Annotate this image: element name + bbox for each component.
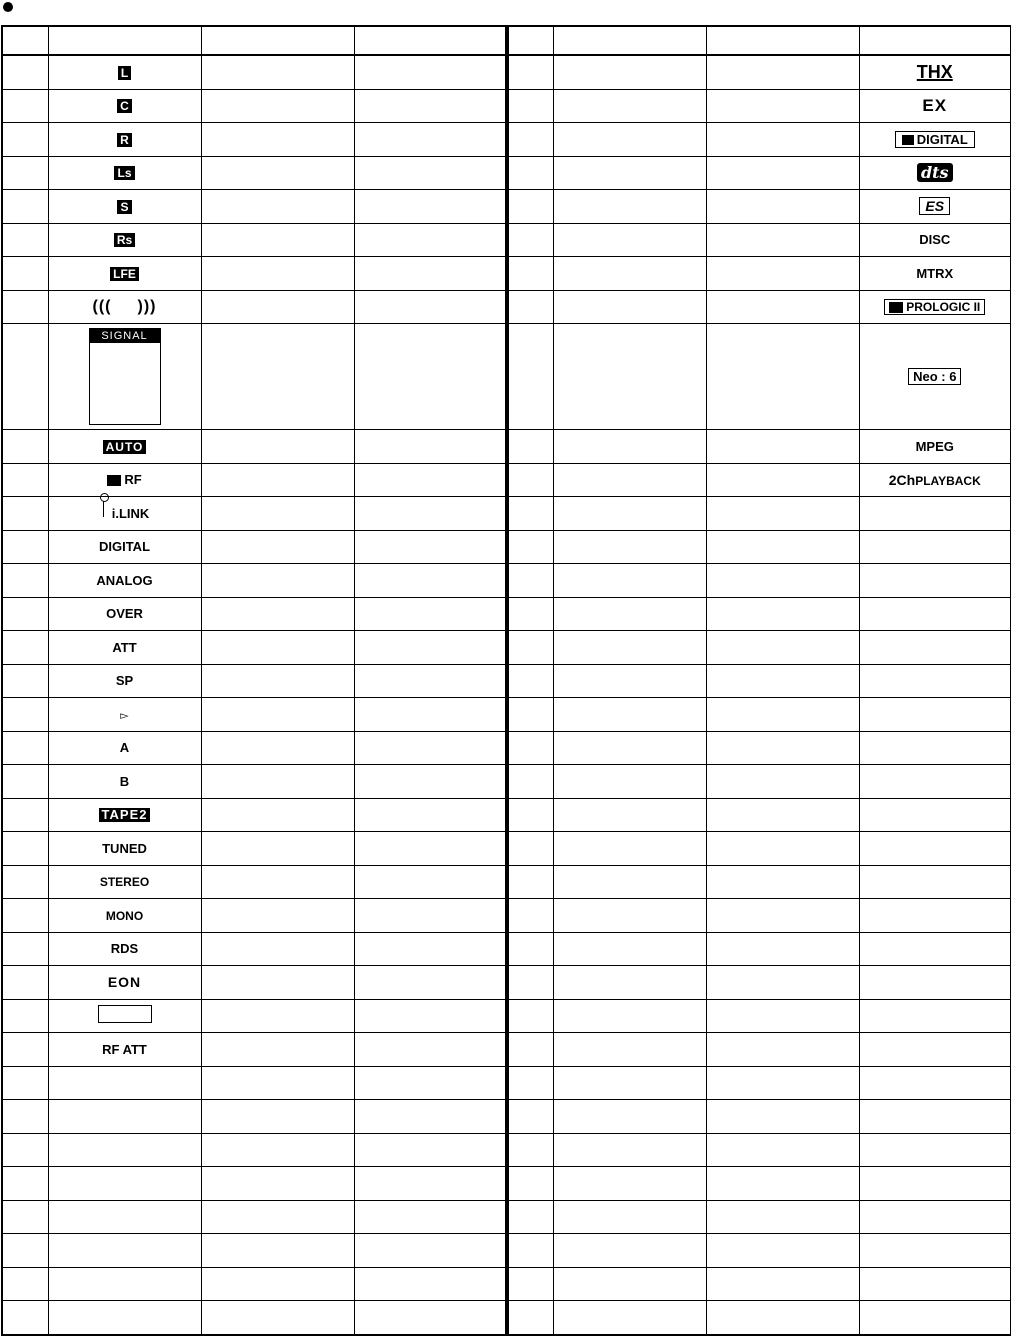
table-row [2, 597, 1011, 631]
indicator-tape2: TAPE2 [99, 808, 151, 822]
indicator-Rs: Rs [114, 233, 135, 247]
indicator-table [1, 25, 1011, 1336]
indicator-disc: DISC [919, 232, 951, 248]
table-row [2, 899, 1011, 933]
twoch-playback-label: PLAYBACK [915, 473, 981, 488]
table-row [2, 530, 1011, 564]
indicator-dolby-digital [895, 131, 975, 148]
table-row [2, 1200, 1011, 1234]
table-row [2, 631, 1011, 665]
dolby-double-d-icon [889, 302, 903, 313]
signal-meter [89, 328, 161, 425]
table-row [2, 223, 1011, 257]
indicator-tuned: TUNED [102, 840, 147, 856]
table-row [2, 190, 1011, 224]
dolby-double-d-icon [107, 475, 121, 486]
prologic-label: PROLOGIC [906, 299, 971, 314]
surround-waves-icon: ((( ))) [92, 297, 157, 315]
signal-label: SIGNAL [90, 329, 160, 343]
indicator-a: A [119, 740, 130, 756]
table-row [2, 290, 1011, 324]
indicator-auto: AUTO [103, 440, 147, 454]
indicator-eon: EON [107, 974, 142, 991]
indicator-rf-att: RF ATT [102, 1041, 147, 1057]
header-row [2, 26, 1011, 55]
indicator-ex: EX [922, 95, 948, 115]
indicator-C: C [117, 99, 132, 113]
indicator-b: B [119, 773, 130, 789]
ilink-icon [100, 493, 109, 502]
blank-display-box [98, 1005, 152, 1023]
indicator-ilink [100, 506, 150, 521]
table-row [2, 497, 1011, 531]
table-row [2, 664, 1011, 698]
table-row [2, 698, 1011, 732]
twoch-prefix: 2Ch [888, 471, 916, 488]
indicator-att: ATT [112, 639, 137, 655]
indicator-analog: ANALOG [96, 572, 153, 588]
indicator-sp: SP [115, 673, 134, 689]
table-row [2, 324, 1011, 430]
table-row [2, 1301, 1011, 1335]
table-row [2, 1267, 1011, 1301]
indicator-mtrx: MTRX [916, 265, 954, 281]
table-row [2, 156, 1011, 190]
indicator-Ls: Ls [114, 166, 134, 180]
table-row [2, 999, 1011, 1033]
table-row [2, 564, 1011, 598]
table-row [2, 89, 1011, 123]
indicator-thx: THX [916, 61, 953, 82]
bullet-icon [3, 2, 13, 12]
indicator-rf [107, 472, 141, 487]
indicator-LFE: LFE [110, 267, 139, 281]
table-row [2, 1033, 1011, 1067]
table-row [2, 1066, 1011, 1100]
indicator-es: ES [919, 197, 950, 215]
table-row [2, 257, 1011, 291]
rf-label: RF [124, 472, 142, 488]
table-row [2, 55, 1011, 89]
table-row [2, 463, 1011, 497]
dolby-double-d-icon [902, 135, 914, 145]
table-row [2, 798, 1011, 832]
prologic-ii-label: II [973, 299, 981, 314]
table-row [2, 966, 1011, 1000]
dolby-digital-label: DIGITAL [916, 131, 968, 147]
indicator-S: S [117, 200, 131, 214]
table-row [2, 1133, 1011, 1167]
play-triangle-icon: ▻ [120, 709, 129, 722]
table-row [2, 123, 1011, 157]
indicator-rds: RDS [110, 941, 139, 957]
table-row [2, 731, 1011, 765]
indicator-dts: dts [917, 163, 953, 182]
indicator-R: R [117, 133, 132, 147]
indicator-digital: DIGITAL [98, 539, 151, 555]
indicator-neo6: Neo : 6 [908, 368, 961, 385]
table-row [2, 430, 1011, 464]
table-row [2, 832, 1011, 866]
indicator-mono: MONO [105, 908, 144, 923]
ilink-label: i.LINK [111, 505, 150, 521]
table-row [2, 1167, 1011, 1201]
table-row [2, 1234, 1011, 1268]
indicator-over: OVER [106, 606, 143, 622]
indicator-stereo: STEREO [99, 875, 150, 890]
indicator-prologic [884, 299, 985, 315]
indicator-mpeg: MPEG [915, 438, 954, 454]
table-row [2, 932, 1011, 966]
table-row [2, 1100, 1011, 1134]
indicator-2ch-playback [889, 473, 981, 488]
table-row [2, 765, 1011, 799]
table-row [2, 865, 1011, 899]
indicator-L: L [118, 66, 131, 80]
